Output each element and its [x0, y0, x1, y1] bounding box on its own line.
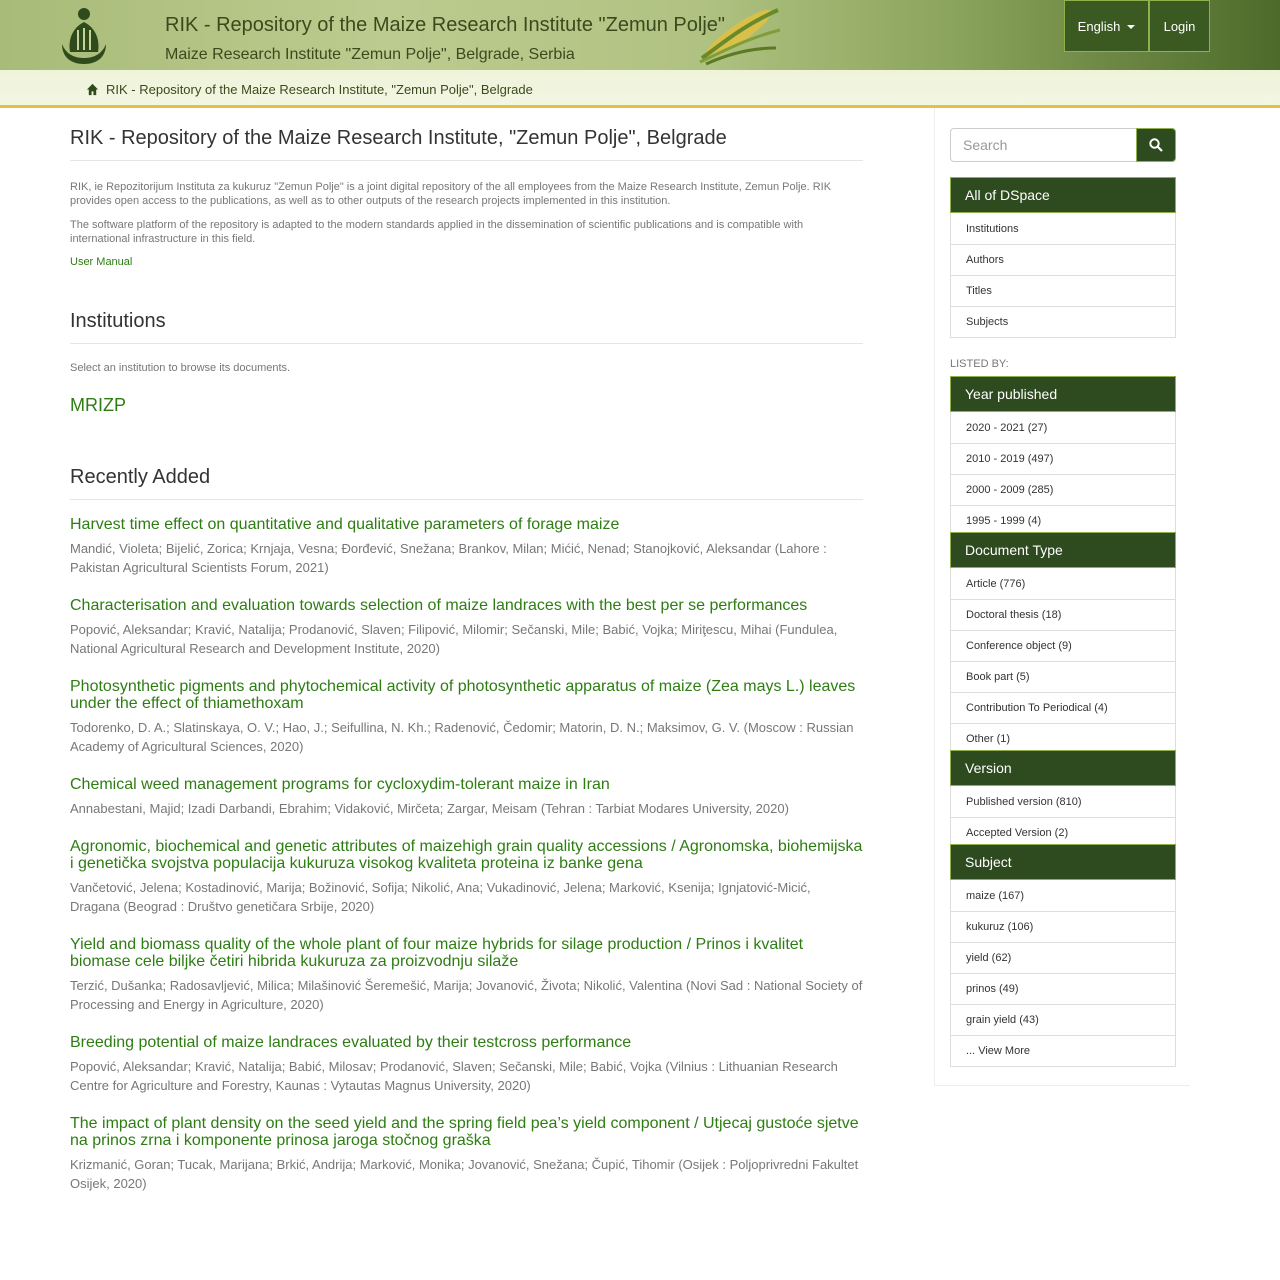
- site-title: RIK - Repository of the Maize Research Institute "Zemun Polje": [165, 14, 725, 36]
- facet-item[interactable]: Contribution To Periodical (4): [951, 692, 1175, 723]
- site-header: [0, 0, 1280, 70]
- sidebar: [934, 108, 1190, 1086]
- facet-item[interactable]: kukuruz (106): [951, 911, 1175, 942]
- facet-item[interactable]: 2000 - 2009 (285): [951, 474, 1175, 505]
- document-type-heading: Document Type: [950, 532, 1176, 568]
- facet-item[interactable]: Doctoral thesis (18): [951, 599, 1175, 630]
- year-published-heading: Year published: [950, 376, 1176, 412]
- list-item: [70, 776, 863, 818]
- page-title: RIK - Repository of the Maize Research Institute, "Zemun Polje", Belgrade: [70, 127, 863, 161]
- home-icon[interactable]: [86, 83, 99, 96]
- chevron-down-icon: [1127, 25, 1135, 29]
- facet-item[interactable]: yield (62): [951, 942, 1175, 973]
- listed-by-label: LISTED BY:: [950, 358, 1009, 370]
- item-title-link[interactable]: Chemical weed management programs for cycloxydim-tolerant maize in Iran: [70, 776, 610, 793]
- intro-paragraph: The software platform of the repository is adapted to the modern standards applied in the dissemination of scientific publications and is compatible with international infrastructure in this field.: [70, 219, 804, 245]
- item-meta: Terzić, Dušanka; Radosavljević, Milica; Milašinović Šeremešić, Marija; Jovanović, Života; Nikolić, Valentina (Novi Sad : National Society of Processing and Energy in Agriculture, 2020): [70, 978, 863, 1012]
- facet-item[interactable]: 2020 - 2021 (27): [966, 421, 1048, 434]
- list-item: [70, 597, 863, 658]
- version-list: [950, 786, 1176, 849]
- search-input[interactable]: Search: [950, 128, 1137, 162]
- browse-item-subjects[interactable]: Subjects: [951, 306, 1175, 337]
- institute-logo-icon[interactable]: [58, 4, 110, 66]
- facet-item[interactable]: grain yield (43): [951, 1004, 1175, 1035]
- list-item: [70, 838, 863, 916]
- item-title-link[interactable]: Yield and biomass quality of the whole plant of four maize hybrids for silage production / Prinos i kvalitet biomase cele biljke četiri hibrida kukuruza za proizvodnju silaže: [70, 936, 804, 970]
- item-title-link[interactable]: Agronomic, biochemical and genetic attributes of maizehigh grain quality accessions / Agronomska, biohemijska i genetička svojstva populacija kukuruza visokog kvaliteta proteina iz banke gena: [70, 838, 863, 872]
- search-button[interactable]: [1136, 128, 1176, 162]
- list-item: [70, 678, 863, 756]
- site-subtitle: Maize Research Institute "Zemun Polje", Belgrade, Serbia: [165, 46, 575, 63]
- item-title-link[interactable]: Photosynthetic pigments and phytochemical activity of photosynthetic apparatus of maize (Zea mays L.) leaves under the effect of thiamethoxam: [70, 678, 856, 712]
- facet-item[interactable]: Published version (810): [966, 795, 1082, 808]
- corn-illustration-icon: [692, 4, 784, 66]
- item-title-link[interactable]: The impact of plant density on the seed yield and the spring field pea’s yield component / Utjecaj gustoće sjetve na prinos zrna i komponente prinosa jaroga stočnog graška: [70, 1115, 859, 1149]
- item-meta: Krizmanić, Goran; Tucak, Marijana; Brkić, Andrija; Marković, Monika; Jovanović, Snežana; Čupić, Tihomir (Osijek : Poljoprivredni Fakultet Osijek, 2020): [70, 1157, 859, 1191]
- item-title-link[interactable]: Characterisation and evaluation towards selection of maize landraces with the best per se performances: [70, 597, 808, 614]
- item-meta: Vančetović, Jelena; Kostadinović, Marija; Božinović, Sofija; Nikolić, Ana; Vukadinović, Jelena; Marković, Ksenija; Ignjatović-Micić, Dragana (Beograd : Društvo genetičara Srbije, 2020): [70, 880, 811, 914]
- user-manual-link[interactable]: User Manual: [70, 256, 133, 268]
- institutions-note: Select an institution to browse its documents.: [70, 362, 291, 374]
- recent-items-list: [70, 516, 863, 1213]
- facet-item[interactable]: prinos (49): [951, 973, 1175, 1004]
- login-button[interactable]: Login: [1149, 0, 1210, 52]
- list-item: [70, 1034, 863, 1095]
- item-title-link[interactable]: Harvest time effect on quantitative and qualitative parameters of forage maize: [70, 516, 620, 533]
- list-item: [70, 1115, 863, 1193]
- breadcrumb-link[interactable]: RIK - Repository of the Maize Research Institute, "Zemun Polje", Belgrade: [106, 82, 533, 97]
- facet-item[interactable]: 1995 - 1999 (4): [951, 505, 1175, 536]
- item-meta: Popović, Aleksandar; Kravić, Natalija; Babić, Milosav; Prodanović, Slaven; Sečanski, Mile; Babić, Vojka (Vilnius : Lithuanian Research Centre for Agriculture and Forestry, Kaunas : Vytautas Magnus University, 2020): [70, 1059, 838, 1093]
- item-meta: Annabestani, Majid; Izadi Darbandi, Ebrahim; Vidaković, Mirčeta; Zargar, Meisam (Tehran : Tarbiat Modares University, 2020): [70, 801, 789, 816]
- breadcrumb: [86, 82, 533, 97]
- intro-paragraph: RIK, ie Repozitorijum Instituta za kukuruz "Zemun Polje" is a joint digital repository of the all employees from the Maize Research Institute, Zemun Polje. RIK provides open access to the publications, as well as to other outputs of the research projects implemented in this institution.: [70, 181, 832, 207]
- subject-list: [950, 880, 1176, 1067]
- breadcrumb-bar: [0, 70, 1280, 108]
- browse-item-institutions[interactable]: Institutions: [966, 222, 1019, 235]
- item-meta: Popović, Aleksandar; Kravić, Natalija; Prodanović, Slaven; Filipović, Milomir; Sečanski, Mile; Babić, Vojka; Miriţescu, Mihai (Fundulea, National Agricultural Research and Development Institute, 2020): [70, 622, 838, 656]
- language-label: English: [1077, 18, 1121, 34]
- browse-list: [950, 213, 1176, 338]
- browse-item-authors[interactable]: Authors: [951, 244, 1175, 275]
- language-dropdown[interactable]: [1064, 0, 1149, 52]
- list-item: [70, 936, 863, 1014]
- item-title-link[interactable]: Breeding potential of maize landraces evaluated by their testcross performance: [70, 1034, 632, 1051]
- subject-heading: Subject: [950, 844, 1176, 880]
- institutions-heading: Institutions: [70, 310, 863, 344]
- facet-item[interactable]: Article (776): [966, 577, 1026, 590]
- facet-item[interactable]: maize (167): [966, 889, 1025, 902]
- list-item: [70, 516, 863, 577]
- item-meta: Todorenko, D. A.; Slatinskaya, O. V.; Hao, J.; Seifullina, N. Kh.; Radenović, Čedomir; Matorin, D. N.; Maksimov, G. V. (Moscow : Russian Academy of Agricultural Sciences, 2020): [70, 720, 854, 754]
- doctype-list: [950, 568, 1176, 755]
- facet-item[interactable]: Other (1): [951, 723, 1175, 754]
- all-dspace-heading: All of DSpace: [950, 177, 1176, 213]
- version-heading: Version: [950, 750, 1176, 786]
- year-list: [950, 412, 1176, 537]
- recently-added-heading: Recently Added: [70, 466, 863, 500]
- view-more-link[interactable]: ... View More: [951, 1035, 1175, 1066]
- facet-item[interactable]: Accepted Version (2): [951, 817, 1175, 848]
- institution-link-mrizp[interactable]: MRIZP: [70, 395, 126, 415]
- item-meta: Mandić, Violeta; Bijelić, Zorica; Krnjaja, Vesna; Đorđević, Snežana; Brankov, Milan; Mićić, Nenad; Stanojković, Aleksandar (Lahore : Pakistan Agricultural Scientists Forum, 2021): [70, 541, 827, 575]
- search-icon: [1149, 138, 1163, 152]
- browse-item-titles[interactable]: Titles: [951, 275, 1175, 306]
- facet-item[interactable]: Conference object (9): [951, 630, 1175, 661]
- facet-item[interactable]: Book part (5): [951, 661, 1175, 692]
- facet-item[interactable]: 2010 - 2019 (497): [951, 443, 1175, 474]
